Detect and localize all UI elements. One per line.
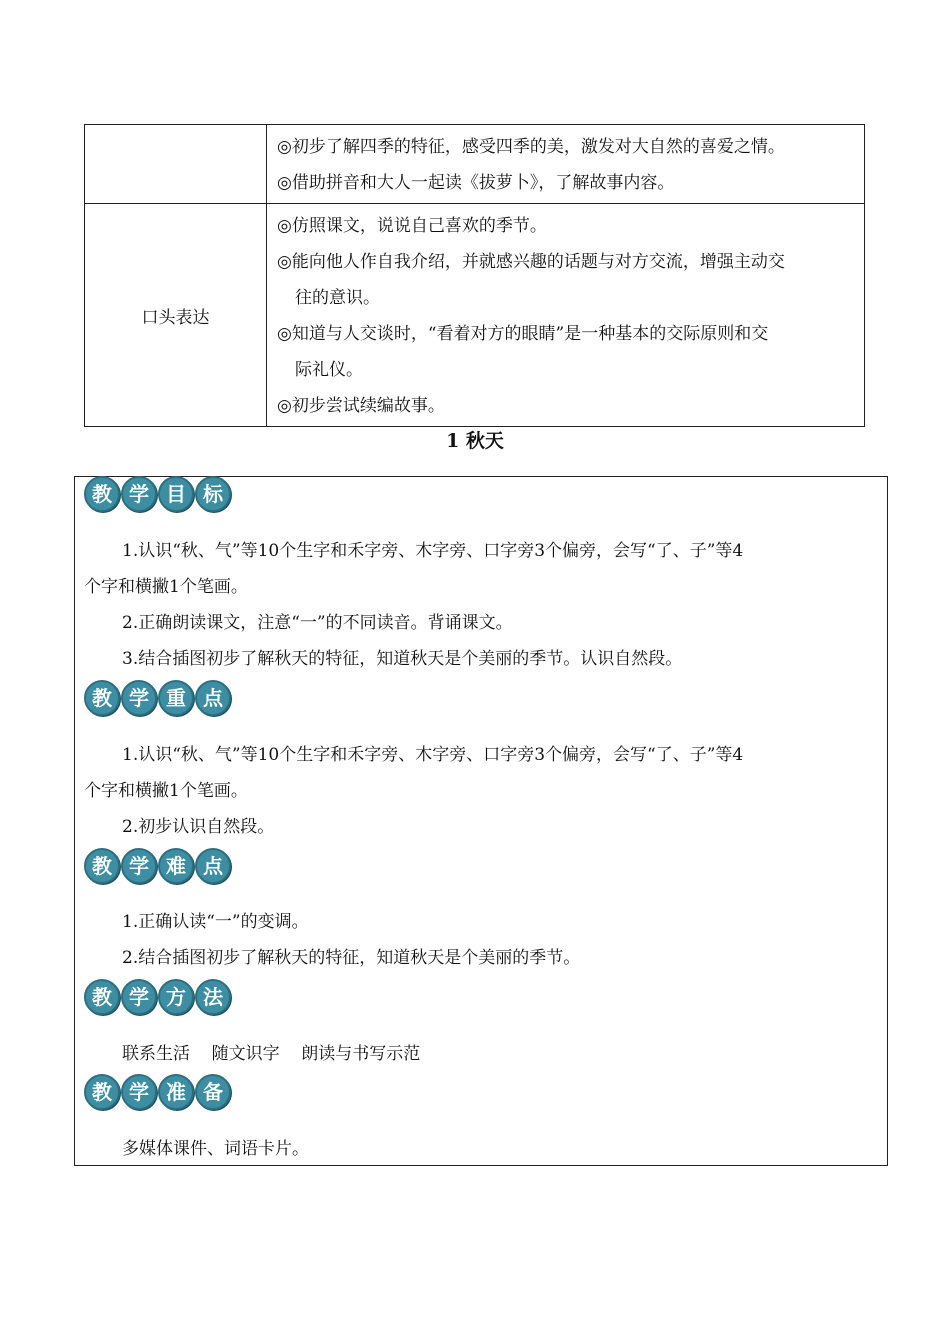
badge-char: 备	[195, 1074, 231, 1110]
badge-char: 法	[195, 979, 231, 1015]
table-content-cell	[267, 204, 865, 427]
objective-line: ◎能向他人作自我介绍，并就感兴趣的话题与对方交流，增强主动交	[277, 252, 785, 272]
difficulty-item: 1.正确认读“一”的变调。	[122, 912, 309, 932]
badge-char: 学	[121, 848, 157, 884]
objective-line-continued: 际礼仪。	[295, 360, 363, 380]
section-badge-difficulties	[84, 848, 231, 884]
objective-line: ◎初步了解四季的特征，感受四季的美，激发对大自然的喜爱之情。	[277, 137, 785, 157]
preparation-text: 多媒体课件、词语卡片。	[122, 1139, 309, 1159]
table-label-cell: 口头表达	[85, 204, 267, 427]
badge-char: 方	[158, 979, 194, 1015]
badge-char: 重	[158, 680, 194, 716]
difficulty-item: 2.结合插图初步了解秋天的特征，知道秋天是个美丽的季节。	[122, 948, 581, 968]
badge-char: 学	[121, 476, 157, 512]
goal-item: 3.结合插图初步了解秋天的特征，知道秋天是个美丽的季节。认识自然段。	[122, 649, 683, 669]
section-badge-methods	[84, 979, 231, 1015]
badge-char: 标	[195, 476, 231, 512]
section-badge-goals	[84, 476, 231, 512]
goal-item: 2.正确朗读课文，注意“一”的不同读音。背诵课文。	[122, 613, 513, 633]
key-points-content	[84, 737, 874, 845]
badge-char: 难	[158, 848, 194, 884]
lesson-title: 1 秋天	[446, 430, 504, 452]
table-row	[85, 125, 865, 204]
difficulties-content	[84, 904, 874, 976]
objective-line: ◎初步尝试续编故事。	[277, 396, 445, 416]
badge-char: 点	[195, 848, 231, 884]
goals-content	[84, 533, 874, 677]
key-point-item: 1.认识“秋、气”等10个生字和禾字旁、木字旁、口字旁3个偏旁，会写“了、子”等4	[122, 745, 744, 765]
badge-char: 学	[121, 680, 157, 716]
table-row	[85, 204, 865, 427]
section-badge-key-points	[84, 680, 231, 716]
section-badge-preparation	[84, 1074, 231, 1110]
badge-char: 学	[121, 979, 157, 1015]
objective-line: ◎知道与人交谈时，“看着对方的眼睛”是一种基本的交际原则和交	[277, 324, 769, 344]
key-point-item: 2.初步认识自然段。	[122, 817, 275, 837]
objective-line-continued: 往的意识。	[295, 288, 380, 308]
badge-char: 教	[84, 979, 120, 1015]
objectives-table	[84, 124, 865, 427]
badge-char: 点	[195, 680, 231, 716]
badge-char: 准	[158, 1074, 194, 1110]
methods-content	[84, 1036, 874, 1072]
methods-text: 联系生活 随文识字 朗读与书写示范	[122, 1044, 421, 1064]
key-point-item-continued: 个字和横撇1个笔画。	[84, 781, 248, 801]
objective-line: ◎仿照课文，说说自己喜欢的季节。	[277, 216, 547, 236]
badge-char: 教	[84, 680, 120, 716]
badge-char: 教	[84, 1074, 120, 1110]
preparation-content	[84, 1131, 874, 1167]
goal-item: 1.认识“秋、气”等10个生字和禾字旁、木字旁、口字旁3个偏旁，会写“了、子”等4	[122, 541, 744, 561]
table-label-cell	[85, 125, 267, 204]
objective-line: ◎借助拼音和大人一起读《拔萝卜》，了解故事内容。	[277, 173, 675, 193]
badge-char: 教	[84, 848, 120, 884]
table-content-cell	[267, 125, 865, 204]
badge-char: 教	[84, 476, 120, 512]
badge-char: 目	[158, 476, 194, 512]
goal-item-continued: 个字和横撇1个笔画。	[84, 577, 248, 597]
badge-char: 学	[121, 1074, 157, 1110]
